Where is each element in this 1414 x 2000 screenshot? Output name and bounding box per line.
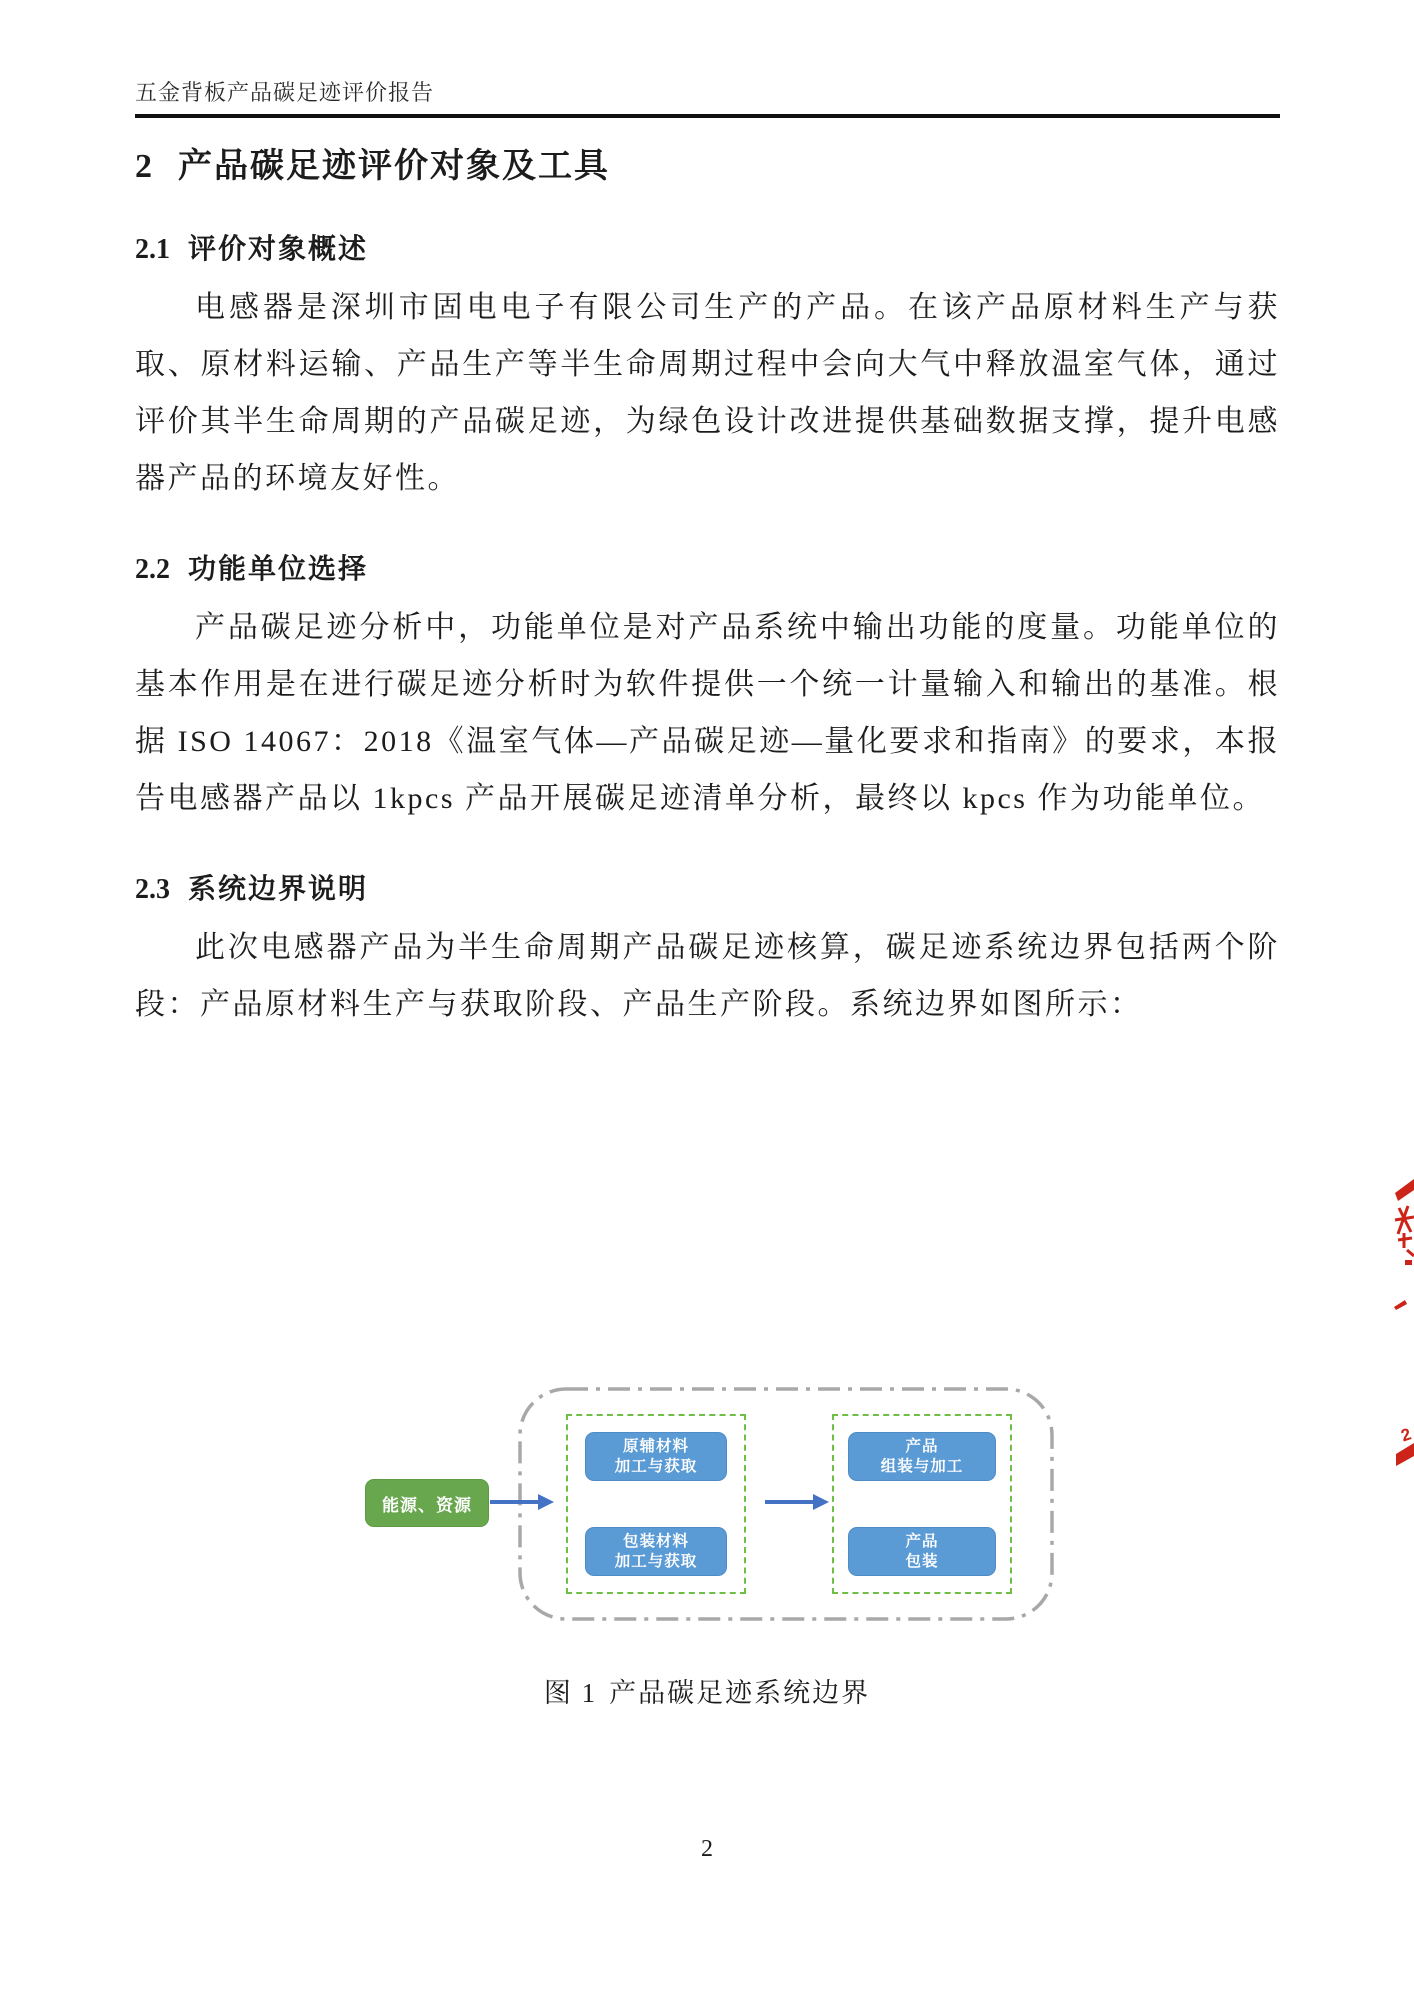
svg-text:2: 2: [1398, 1424, 1414, 1446]
product-assembly-label-line2: 组装与加工: [880, 1457, 964, 1475]
paragraph-evaluation-object: 电感器是深圳市固电电子有限公司生产的产品。在该产品原材料生产与获取、原材料运输、产品生产等半生命周期过程中会向大气中释放温室气体，通过评价其半生命周期的产品碳足迹，为绿色设计改进提供基础数据支撑，提升电感器产品的环境友好性。: [135, 291, 1280, 495]
energy-resource-label: 能源、资源: [382, 1495, 472, 1515]
section-title: 功能单位选择: [188, 554, 369, 585]
product-assembly-label-line1: 产品: [905, 1437, 939, 1455]
page-header-title: 五金背板产品碳足迹评价报告: [135, 0, 1280, 118]
product-assembly-node: [848, 1432, 996, 1481]
section-title: 系统边界说明: [188, 874, 369, 905]
packing-material-label-line1: 包装材料: [622, 1532, 689, 1550]
raw-material-node: [585, 1432, 727, 1481]
raw-material-label-line2: 加工与获取: [614, 1457, 698, 1475]
figure-caption-number: 图 1: [543, 1678, 598, 1708]
figure-caption: [0, 1671, 1414, 1710]
red-seal-fragment-icon: [1392, 1176, 1414, 1312]
product-packaging-node: [848, 1527, 996, 1576]
energy-resource-node: [365, 1479, 489, 1527]
section-number: 2.1: [135, 234, 170, 265]
section-number: 2.3: [135, 874, 170, 905]
packing-material-node: [585, 1527, 727, 1576]
system-boundary-diagram: [357, 1379, 1057, 1629]
flow-arrow-left: [490, 1494, 554, 1510]
flow-arrow-middle: [765, 1494, 829, 1510]
raw-material-label-line1: 原辅材料: [622, 1437, 689, 1455]
paragraph-system-boundary: 此次电感器产品为半生命周期产品碳足迹核算，碳足迹系统边界包括两个阶段：产品原材料生产与获取阶段、产品生产阶段。系统边界如图所示：: [135, 931, 1280, 1021]
packing-material-label-line2: 加工与获取: [614, 1552, 698, 1570]
section-heading-2: [135, 138, 1280, 187]
section-heading-2-3: [135, 867, 1280, 907]
red-seal-date-fragment-icon: [1392, 1424, 1414, 1470]
section-title: 评价对象概述: [188, 234, 369, 265]
section-heading-2-2: [135, 547, 1280, 587]
product-packaging-label-line2: 包装: [905, 1552, 939, 1570]
section-number: 2: [135, 148, 152, 185]
section-title: 产品碳足迹评价对象及工具: [178, 148, 610, 185]
section-number: 2.2: [135, 554, 170, 585]
section-heading-2-1: [135, 227, 1280, 267]
paragraph-functional-unit: 产品碳足迹分析中，功能单位是对产品系统中输出功能的度量。功能单位的基本作用是在进行碳足迹分析时为软件提供一个统一计量输入和输出的基准。根据 ISO 14067：2018《温室气体—产品碳足迹—量化要求和指南》的要求，本报告电感器产品以 1kpcs 产品开展碳足迹清单分析，最终以 kpcs 作为功能单位。: [135, 611, 1280, 815]
product-packaging-label-line1: 产品: [905, 1532, 939, 1550]
page-number: 2: [701, 1836, 713, 1862]
figure-caption-text: 产品碳足迹系统边界: [609, 1678, 871, 1708]
